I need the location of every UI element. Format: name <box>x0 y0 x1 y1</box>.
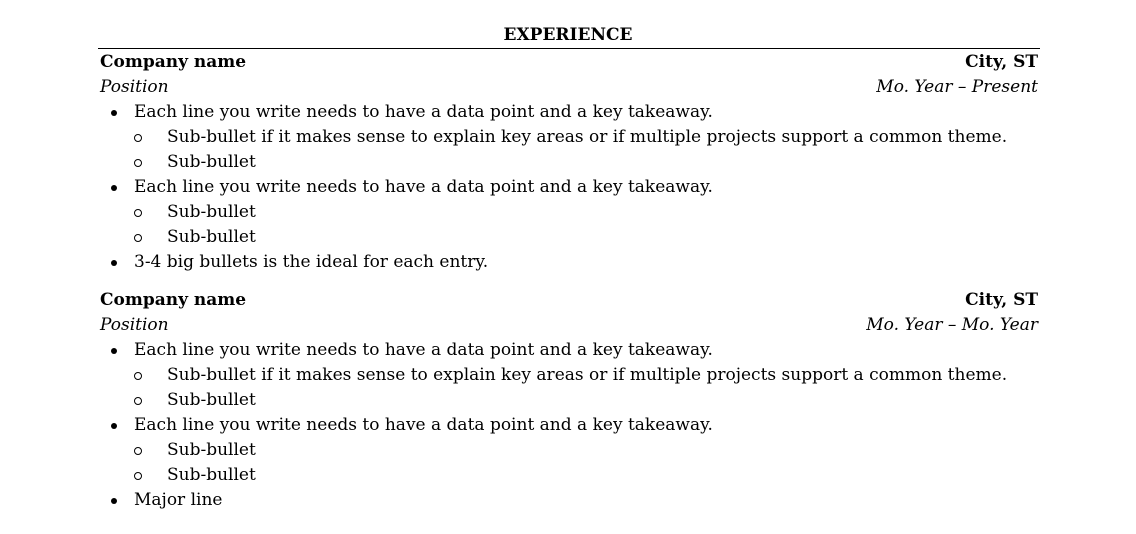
sub-bullet-item <box>100 463 1038 488</box>
bullet-item <box>100 488 1038 513</box>
sub-bullet-circle-icon <box>132 125 144 150</box>
sub-bullet-circle-icon <box>132 200 144 225</box>
sub-bullet-text: Sub-bullet <box>167 152 256 172</box>
sub-bullet-circle-icon <box>132 225 144 250</box>
sub-bullet-item <box>100 125 1038 150</box>
sub-bullet-item <box>100 200 1038 225</box>
sub-bullet-text: Sub-bullet <box>167 465 256 485</box>
position-title: Position <box>100 315 169 335</box>
employment-dates: Mo. Year – Present <box>876 77 1038 97</box>
sub-bullet-circle-icon <box>132 463 144 488</box>
employment-dates: Mo. Year – Mo. Year <box>866 315 1038 335</box>
sub-bullet-text: Sub-bullet <box>167 440 256 460</box>
experience-entry <box>100 288 1038 513</box>
bullet-dot-icon <box>108 175 120 200</box>
sub-bullet-circle-icon <box>132 388 144 413</box>
sub-bullet-circle-icon <box>132 438 144 463</box>
sub-bullet-circle-icon <box>132 363 144 388</box>
sub-bullet-item <box>100 363 1038 388</box>
sub-bullet-item <box>100 225 1038 250</box>
sub-bullet-text: Sub-bullet if it makes sense to explain key areas or if multiple projects support a common theme. <box>167 127 1008 147</box>
sub-bullet-item <box>100 388 1038 413</box>
bullet-dot-icon <box>108 250 120 275</box>
section-title: EXPERIENCE <box>503 25 633 45</box>
bullet-list <box>100 338 1038 513</box>
entry-subheader-row <box>100 75 1038 100</box>
bullet-item <box>100 338 1038 363</box>
bullet-text: Each line you write needs to have a data point and a key takeaway. <box>134 340 713 360</box>
sub-bullet-text: Sub-bullet if it makes sense to explain key areas or if multiple projects support a common theme. <box>167 365 1008 385</box>
bullet-dot-icon <box>108 100 120 125</box>
bullet-text: Major line <box>134 490 223 510</box>
bullet-item <box>100 413 1038 438</box>
bullet-item <box>100 250 1038 275</box>
company-location: City, ST <box>965 290 1038 310</box>
bullet-text: Each line you write needs to have a data point and a key takeaway. <box>134 177 713 197</box>
section-divider <box>98 48 1040 49</box>
sub-bullet-text: Sub-bullet <box>167 202 256 222</box>
company-location: City, ST <box>965 52 1038 72</box>
entry-subheader-row <box>100 313 1038 338</box>
sub-bullet-text: Sub-bullet <box>167 390 256 410</box>
company-name: Company name <box>100 52 247 72</box>
bullet-dot-icon <box>108 488 120 513</box>
sub-bullet-text: Sub-bullet <box>167 227 256 247</box>
company-name: Company name <box>100 290 247 310</box>
bullet-dot-icon <box>108 338 120 363</box>
sub-bullet-item <box>100 438 1038 463</box>
bullet-text: Each line you write needs to have a data point and a key takeaway. <box>134 102 713 122</box>
bullet-item <box>100 175 1038 200</box>
sub-bullet-circle-icon <box>132 150 144 175</box>
sub-bullet-item <box>100 150 1038 175</box>
bullet-item <box>100 100 1038 125</box>
bullet-text: 3-4 big bullets is the ideal for each entry. <box>134 252 489 272</box>
bullet-dot-icon <box>108 413 120 438</box>
entry-header-row <box>100 288 1038 313</box>
experience-entry <box>100 50 1038 275</box>
bullet-list <box>100 100 1038 275</box>
entry-header-row <box>100 50 1038 75</box>
position-title: Position <box>100 77 169 97</box>
bullet-text: Each line you write needs to have a data point and a key takeaway. <box>134 415 713 435</box>
